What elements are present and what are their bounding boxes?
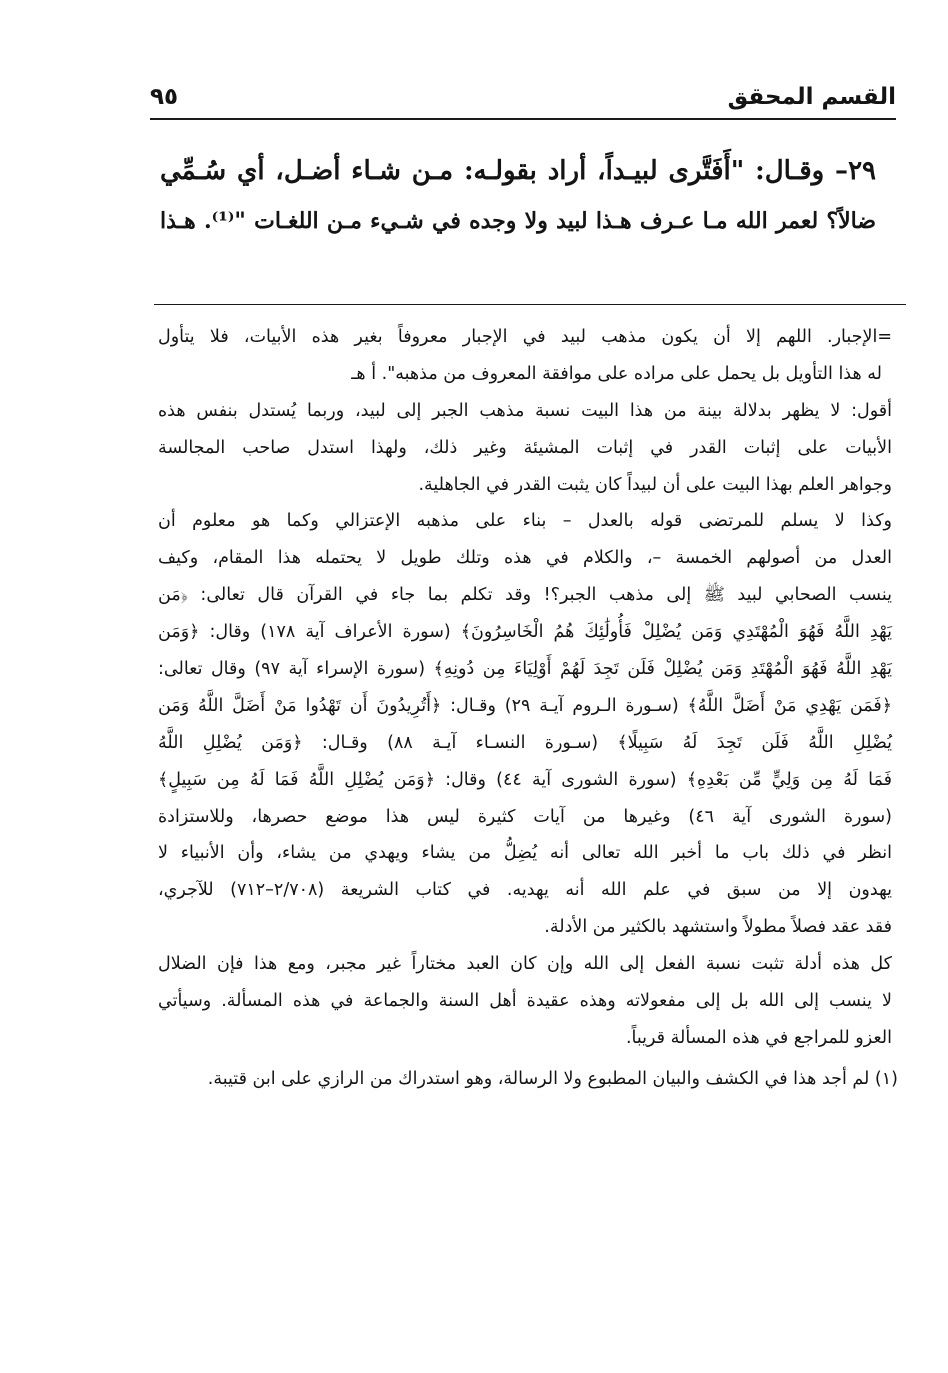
- footnote-line: (سورة الشورى آية ٤٦) وغيرها من آيات كثيرة ليس هذا موضع حصرها، وللاستزادة: [158, 806, 892, 827]
- main-text-block: [160, 146, 876, 246]
- footnote-line: انظر في ذلك باب ما أخبر الله تعالى أنه يُضِلُّ من يشاء ويهدي من يشاء، وأن الأنبياء لا: [158, 843, 892, 864]
- footnote-line: =الإجبار. اللهم إلا أن يكون مذهب لبيد في الإجبار معروفاً بغير هذه الأبيات، فلا يتأول: [158, 327, 892, 347]
- main-text-line: ٢٩– وقـال: "أَفَتَّرى لبيـداً، أراد بقولـه: مـن شـاء أضـل، أي سُـمِّي: [160, 156, 876, 186]
- quran-quote-line: فَمَا لَهُ مِن وَلِيٍّ مِّن بَعْدِهِ﴾ (سورة الشورى آية ٤٤) وقال: ﴿وَمَن يُضْلِلِ اللَّهُ فَمَا لَهُ مِن سَبِيلٍ﴾: [158, 769, 892, 790]
- quran-quote-line: يُضْلِلِ اللَّهُ فَلَن تَجِدَ لَهُ سَبِيلًا﴾ (سـورة النسـاء آيـة ٨٨) وقـال: ﴿وَمَن يُضْلِلِ اللَّهُ: [158, 732, 893, 753]
- main-text-line: ضالاً؟ لعمر الله مـا عـرف هـذا لبيد ولا وجده في شـيء مـن اللغـات "⁽¹⁾. هـذا: [160, 208, 877, 234]
- quran-quote-line: يَهْدِ اللَّهُ فَهُوَ الْمُهْتَدِي وَمَن يُضْلِلْ فَأُولَٰئِكَ هُمُ الْخَاسِرُونَ﴾ (سورة الأعراف آية ١٧٨) وقال: ﴿وَمَن: [158, 622, 892, 643]
- footnote-line: لا ينسب إلى الله بل إلى مفعولاته وهذه عقيدة أهل السنة والجماعة في هذه المسألة. وسيأتي: [158, 991, 892, 1012]
- quran-quote-line: يَهْدِ اللَّهُ فَهُوَ الْمُهْتَدِ وَمَن يُضْلِلْ فَلَن تَجِدَ لَهُمْ أَوْلِيَاءَ مِن دُونِهِ﴾ (سورة الإسراء آية ٩٧) وقال تعالى:: [158, 659, 892, 680]
- footnote-separator: [154, 304, 906, 305]
- footnote-line: يهدون إلا من سبق في علم الله أنه يهديه. في كتاب الشريعة (٢/٧٠٨–٧١٢) للآجري،: [158, 880, 892, 901]
- footnote-line: وجواهر العلم بهذا البيت على أن لبيداً كان يثبت القدر في الجاهلية.: [418, 474, 892, 495]
- footnotes-block: [158, 319, 898, 1098]
- footnote-line: ينسب الصحابي لبيد ﷺ إلى مذهب الجبر؟! وقد تكلم بما جاء في القرآن قال تعالى: ﴿مَن: [158, 585, 892, 606]
- footnote-1: (١) لم أجد هذا في الكشف والبيان المطبوع ولا الرسالة، وهو استدراك من الرازي على ابن قتيبة.: [207, 1068, 898, 1089]
- footnote-line: فقد عقد فصلاً مطولاً واستشهد بالكثير من الأدلة.: [544, 917, 892, 938]
- footnote-line: أقول: لا يظهر بدلالة بينة من هذا البيت نسبة مذهب الجبر إلى لبيد، وربما يُستدل بنفس هذه: [158, 400, 892, 421]
- footnote-line: الأبيات على إثبات القدر في إثبات المشيئة وغير ذلك، ولهذا استدل صاحب المجالسة: [158, 437, 892, 458]
- header-rule: [150, 118, 896, 120]
- running-header: [150, 84, 896, 118]
- footnote-line: العزو للمراجع في هذه المسألة قريباً.: [625, 1027, 892, 1048]
- footnote-line: وكذا لا يسلم للمرتضى قوله بالعدل – بناء على مذهبه الإعتزالي وكما هو معلوم أن: [158, 511, 892, 532]
- running-title: القسم المحقق: [727, 84, 896, 110]
- footnote-line: كل هذه أدلة تثبت نسبة الفعل إلى الله وإن كان العبد مختاراً غير مجبر، ومع هذا فإن الضلال: [158, 954, 892, 975]
- quran-quote-line: ﴿فَمَن يَهْدِي مَنْ أَضَلَّ اللَّهُ﴾ (سـورة الـروم آيـة ٢٩) وقـال: ﴿أَتُرِيدُونَ أَن تَهْدُوا مَنْ أَضَلَّ اللَّهُ وَمَن: [158, 695, 892, 716]
- footnote-line: العدل من أصولهم الخمسة –، والكلام في هذه وتلك طويل لا يحتمله هذا المقام، وكيف: [158, 548, 892, 569]
- footnote-line: له هذا التأويل بل يحمل على مراده على موافقة المعروف من مذهبه". أ هـ: [351, 363, 882, 384]
- page-number: ٩٥: [150, 84, 179, 110]
